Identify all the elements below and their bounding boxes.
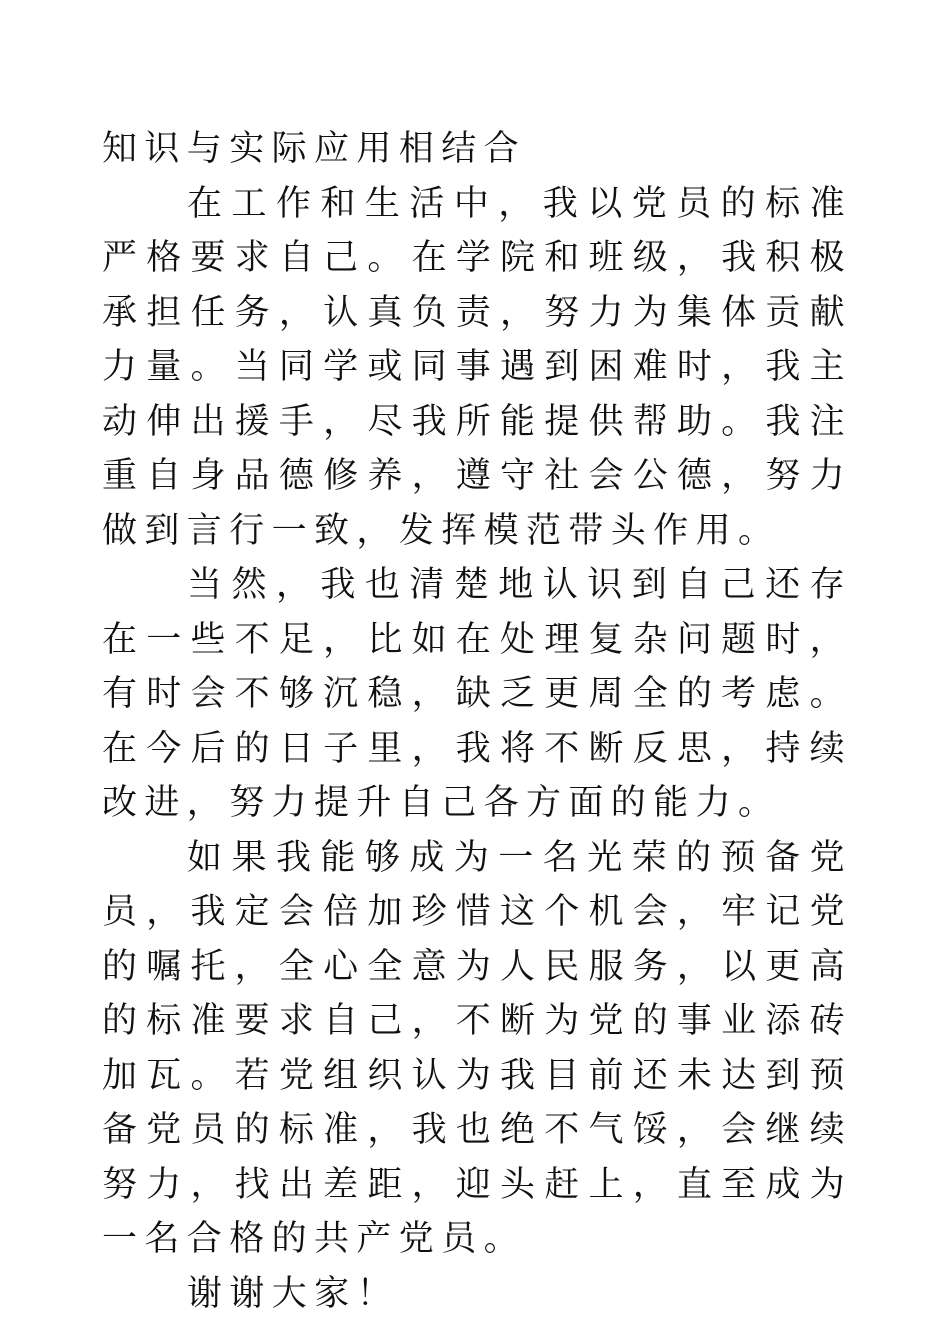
- paragraph-thanks: 谢谢大家！: [187, 1273, 400, 1314]
- paragraph-work-life: 在工作和生活中，我以党员的标准严格要求自己。在学院和班级，我积极承担任务，认真负责，努力为集体贡献力量。当同学或同事遇到困难时，我主动伸出援手，尽我所能提供帮助。我注重自身品德修养，遵守社会公德，努力做到言行一致，发挥模范带头作用。: [102, 183, 852, 551]
- document-body: [102, 122, 852, 1321]
- paragraph-shortcomings: 当然，我也清楚地认识到自己还存在一些不足，比如在处理复杂问题时，有时会不够沉稳，缺乏更周全的考虑。在今后的日子里，我将不断反思，持续改进，努力提升自己各方面的能力。: [102, 565, 852, 823]
- paragraph-commitment: 如果我能够成为一名光荣的预备党员，我定会倍加珍惜这个机会，牢记党的嘱托，全心全意为人民服务，以更高的标准要求自己，不断为党的事业添砖加瓦。若党组织认为我目前还未达到预备党员的标准，我也绝不气馁，会继续努力，找出差距，迎头赶上，直至成为一名合格的共产党员。: [102, 837, 852, 1259]
- paragraph-continuation: 知识与实际应用相结合: [102, 129, 527, 169]
